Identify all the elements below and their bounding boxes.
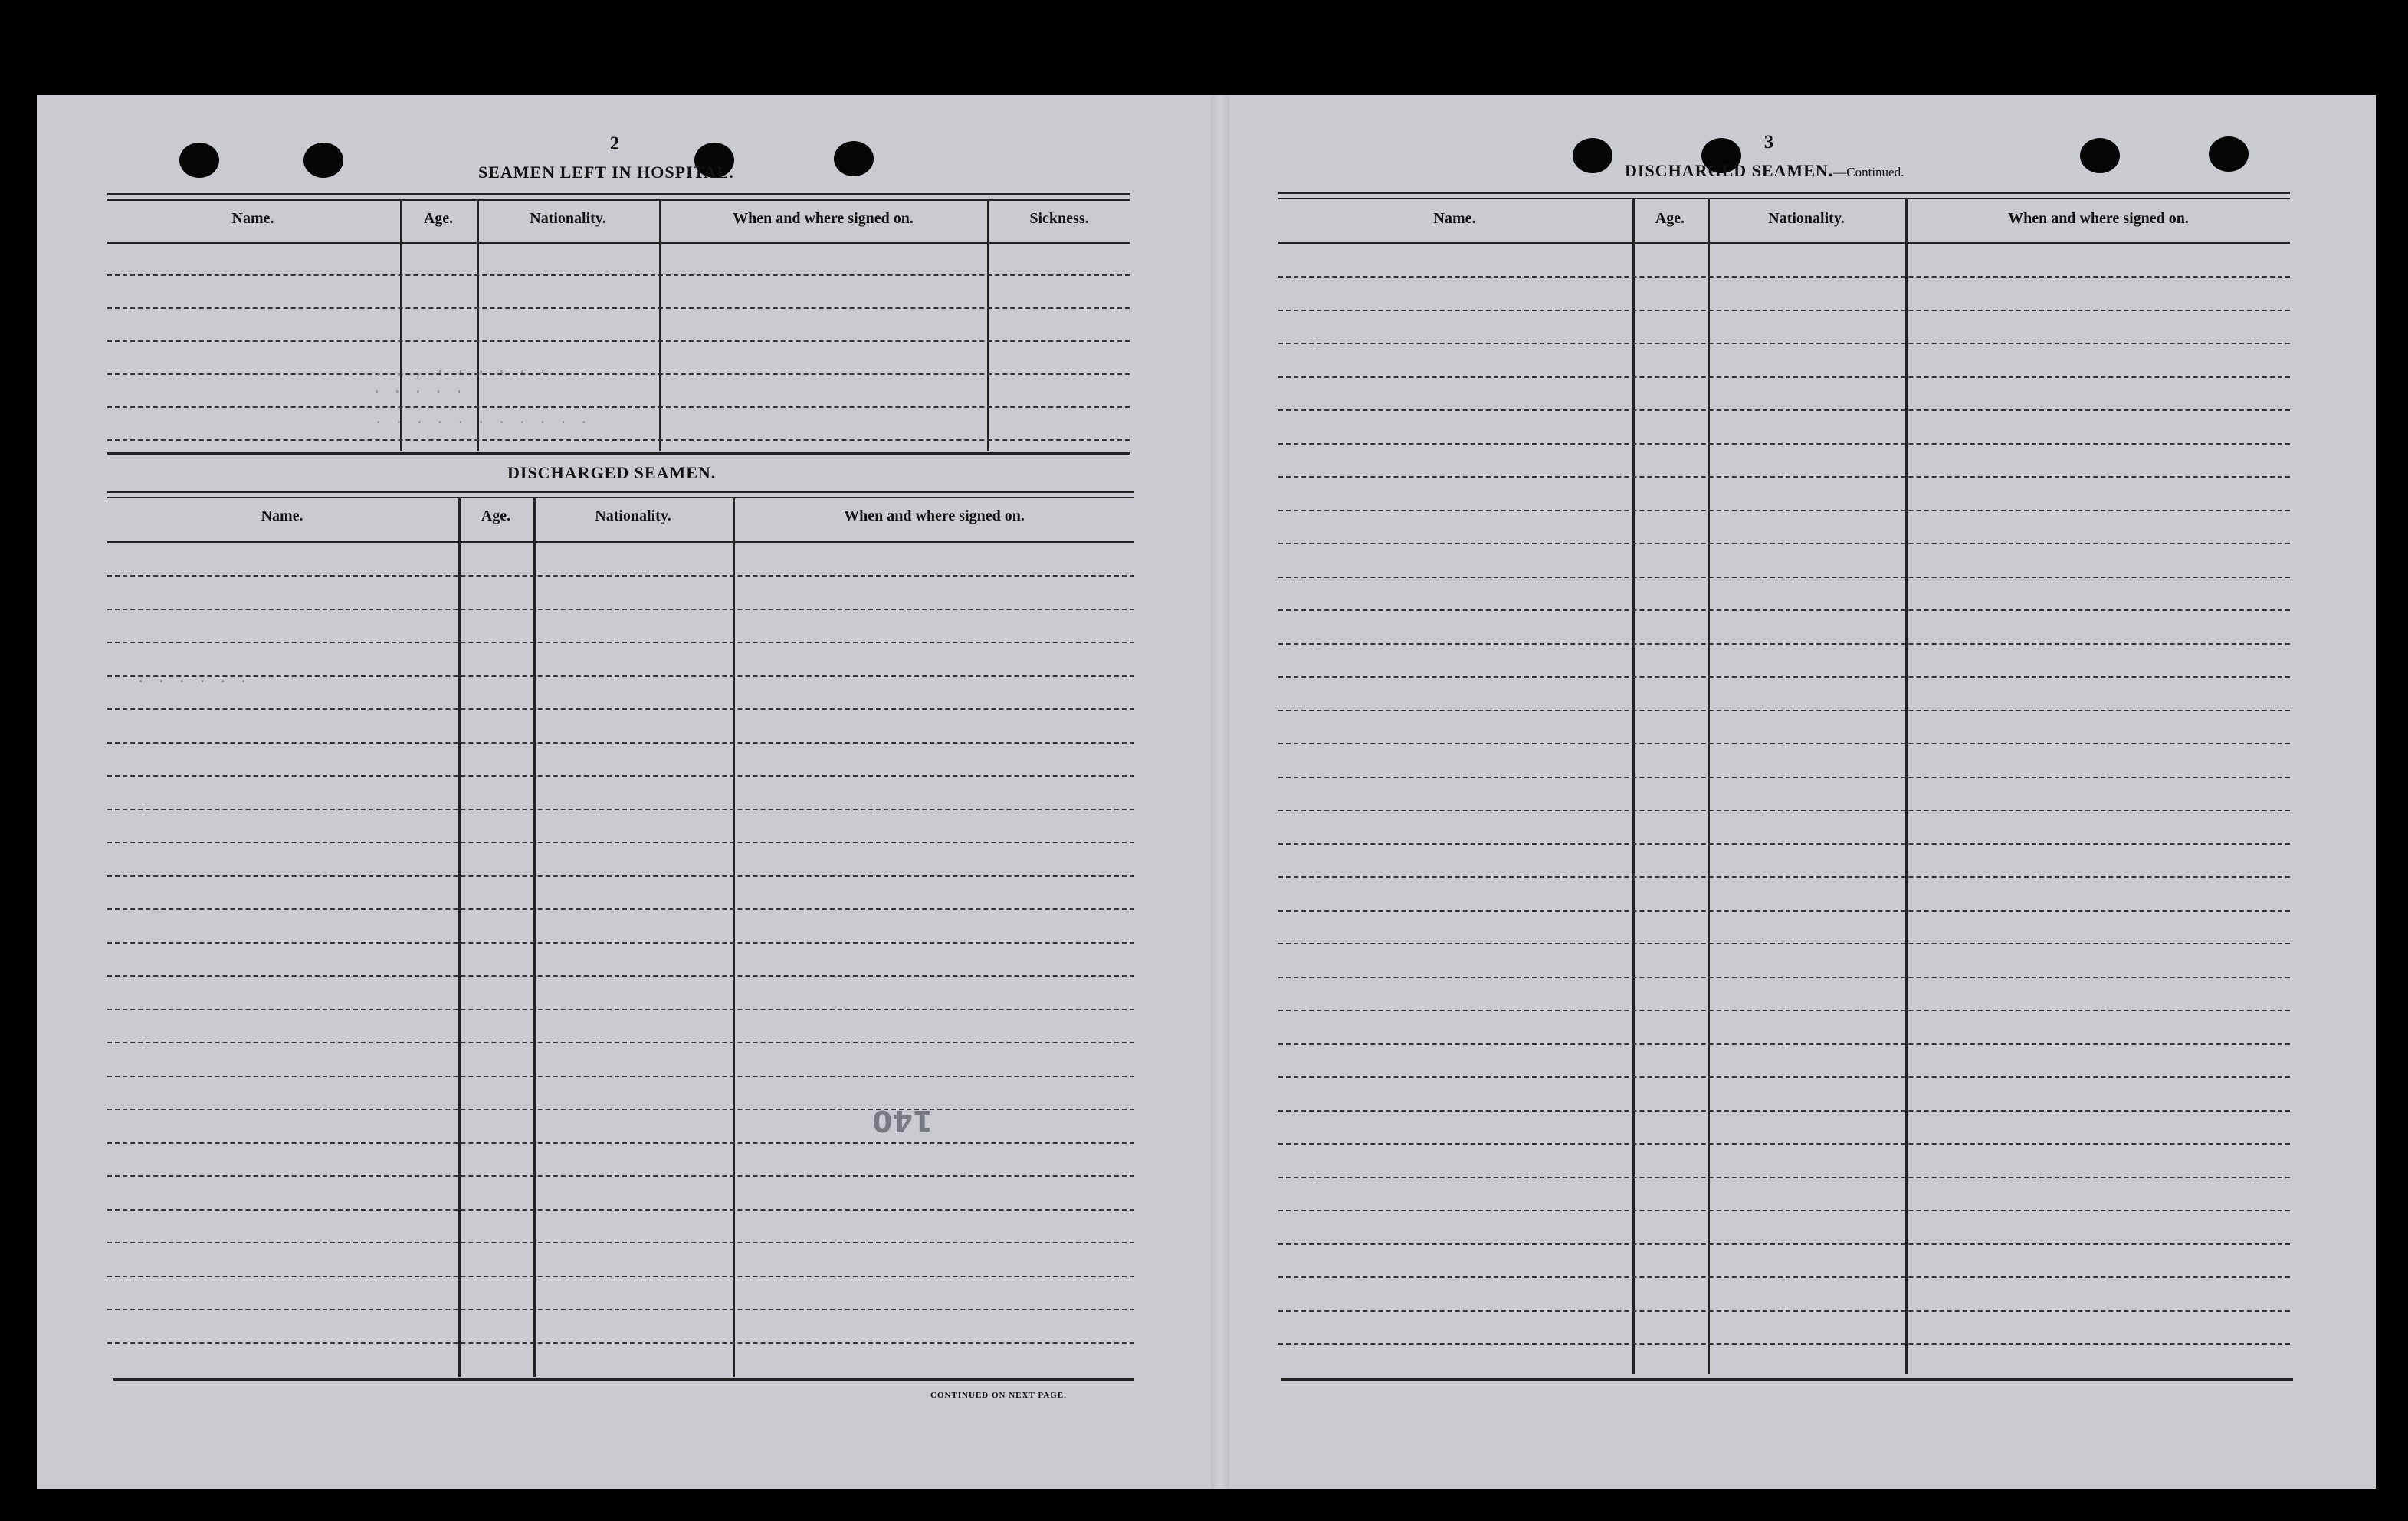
header-rule: [107, 497, 1134, 498]
ruled-line: [1278, 743, 2290, 744]
ruled-line: [1278, 910, 2290, 912]
ruled-line: [107, 307, 1130, 309]
bleed-through-text: · · · · ·: [372, 383, 465, 400]
column-header: Age.: [481, 508, 511, 524]
column-header: Age.: [1655, 210, 1685, 227]
ruled-line: [107, 274, 1130, 276]
ruled-line: [107, 875, 1134, 877]
ruled-line: [107, 1042, 1134, 1043]
bleed-through-text: · · · · · · · · · · ·: [374, 414, 590, 431]
ruled-line: [1278, 409, 2290, 411]
ruled-line: [1278, 977, 2290, 978]
ruled-line: [107, 439, 1130, 441]
punch-hole: [834, 141, 874, 176]
ruled-line: [1278, 1110, 2290, 1112]
ruled-line: [1278, 1010, 2290, 1011]
column-divider: [458, 498, 461, 1377]
ruled-line: [1278, 710, 2290, 711]
header-rule: [107, 199, 1130, 201]
punch-hole: [179, 143, 219, 178]
punch-hole: [303, 143, 343, 178]
stamp-number: 140: [872, 1104, 933, 1138]
ruled-line: [107, 642, 1134, 643]
table-bottom-rule: [113, 1378, 1134, 1381]
column-header: Age.: [423, 210, 454, 227]
column-header: When and where signed on.: [844, 508, 1025, 524]
ruled-line: [107, 1309, 1134, 1310]
bleed-through-text: . . , · · · · · ·: [374, 363, 549, 380]
ruled-line: [107, 1009, 1134, 1010]
ruled-line: [1278, 643, 2290, 645]
ruled-line: [107, 609, 1134, 610]
page-number: 3: [1763, 132, 1774, 153]
ruled-line: [1278, 1177, 2290, 1178]
ruled-line: [1278, 943, 2290, 944]
ruled-line: [1278, 777, 2290, 778]
ruled-line: [107, 809, 1134, 810]
ruled-line: [107, 1175, 1134, 1177]
continued-footer: CONTINUED ON NEXT PAGE.: [930, 1391, 1067, 1400]
punch-hole: [2080, 138, 2120, 173]
ruled-line: [1278, 1343, 2290, 1345]
ruled-line: [1278, 1043, 2290, 1045]
title-suffix: —Continued.: [1833, 165, 1904, 179]
ruled-line: [1278, 543, 2290, 544]
column-divider: [533, 498, 536, 1377]
column-header: Sickness.: [1029, 210, 1089, 227]
ruled-line: [107, 708, 1134, 710]
header-underline: [1278, 242, 2290, 244]
column-header: Name.: [1433, 210, 1476, 227]
title-text: DISCHARGED SEAMEN.: [1625, 161, 1834, 180]
ruled-line: [1278, 1243, 2290, 1245]
header-underline: [107, 242, 1130, 244]
header-underline: [107, 541, 1134, 543]
ruled-line: [107, 675, 1134, 677]
ruled-line: [107, 1276, 1134, 1277]
ruled-line: [107, 1242, 1134, 1243]
punch-hole: [1573, 138, 1612, 173]
column-header: Nationality.: [595, 508, 671, 524]
ruled-line: [107, 1076, 1134, 1077]
ruled-line: [1278, 1076, 2290, 1078]
ruled-line: [1278, 510, 2290, 511]
ruled-line: [1278, 876, 2290, 878]
ruled-line: [1278, 376, 2290, 378]
ruled-line: [1278, 1143, 2290, 1145]
ruled-line: [1278, 310, 2290, 311]
ruled-line: [107, 340, 1130, 342]
ruled-line: [1278, 609, 2290, 611]
ruled-line: [107, 842, 1134, 843]
ruled-line: [107, 1109, 1134, 1110]
ruled-line: [107, 742, 1134, 744]
bleed-through-text: · · · · · ·: [343, 702, 457, 719]
header-rule: [107, 491, 1134, 493]
ruled-line: [107, 775, 1134, 777]
hospital-section-title: SEAMEN LEFT IN HOSPITAL.: [478, 163, 734, 182]
table-bottom-rule: [1281, 1378, 2293, 1381]
ruled-line: [107, 942, 1134, 944]
column-header: When and where signed on.: [733, 210, 914, 227]
bleed-through-text: · · · · · ·: [136, 673, 250, 690]
header-rule: [107, 193, 1130, 195]
column-divider: [659, 201, 661, 451]
ruled-line: [107, 1142, 1134, 1144]
discharged-continued-title: [1625, 161, 1904, 181]
column-header: When and where signed on.: [2008, 210, 2189, 227]
ruled-line: [1278, 676, 2290, 678]
ruled-line: [1278, 1310, 2290, 1312]
column-header: Nationality.: [1768, 210, 1845, 227]
column-header: Name.: [261, 508, 303, 524]
page-number: 2: [609, 133, 620, 154]
column-header: Nationality.: [530, 210, 606, 227]
ruled-line: [1278, 810, 2290, 811]
ruled-line: [1278, 343, 2290, 344]
punch-hole: [2209, 136, 2249, 172]
ruled-line: [107, 575, 1134, 577]
column-header: Name.: [231, 210, 274, 227]
discharged-section-title: DISCHARGED SEAMEN.: [507, 463, 717, 482]
column-divider: [987, 201, 989, 451]
ruled-line: [1278, 276, 2290, 278]
ruled-line: [1278, 1210, 2290, 1211]
ruled-line: [107, 373, 1130, 375]
ruled-line: [1278, 843, 2290, 845]
ruled-line: [107, 1209, 1134, 1211]
ruled-line: [107, 406, 1130, 408]
header-rule: [1278, 198, 2290, 199]
ruled-line: [1278, 443, 2290, 445]
ruled-line: [107, 1342, 1134, 1344]
document-sheet: [37, 95, 2376, 1489]
column-divider: [733, 498, 735, 1377]
ruled-line: [107, 908, 1134, 910]
section-rule: [107, 452, 1130, 455]
ruled-line: [1278, 577, 2290, 578]
ruled-line: [1278, 1276, 2290, 1278]
page-fold: [1211, 95, 1229, 1489]
header-rule: [1278, 192, 2290, 194]
ruled-line: [1278, 476, 2290, 478]
ruled-line: [107, 975, 1134, 977]
